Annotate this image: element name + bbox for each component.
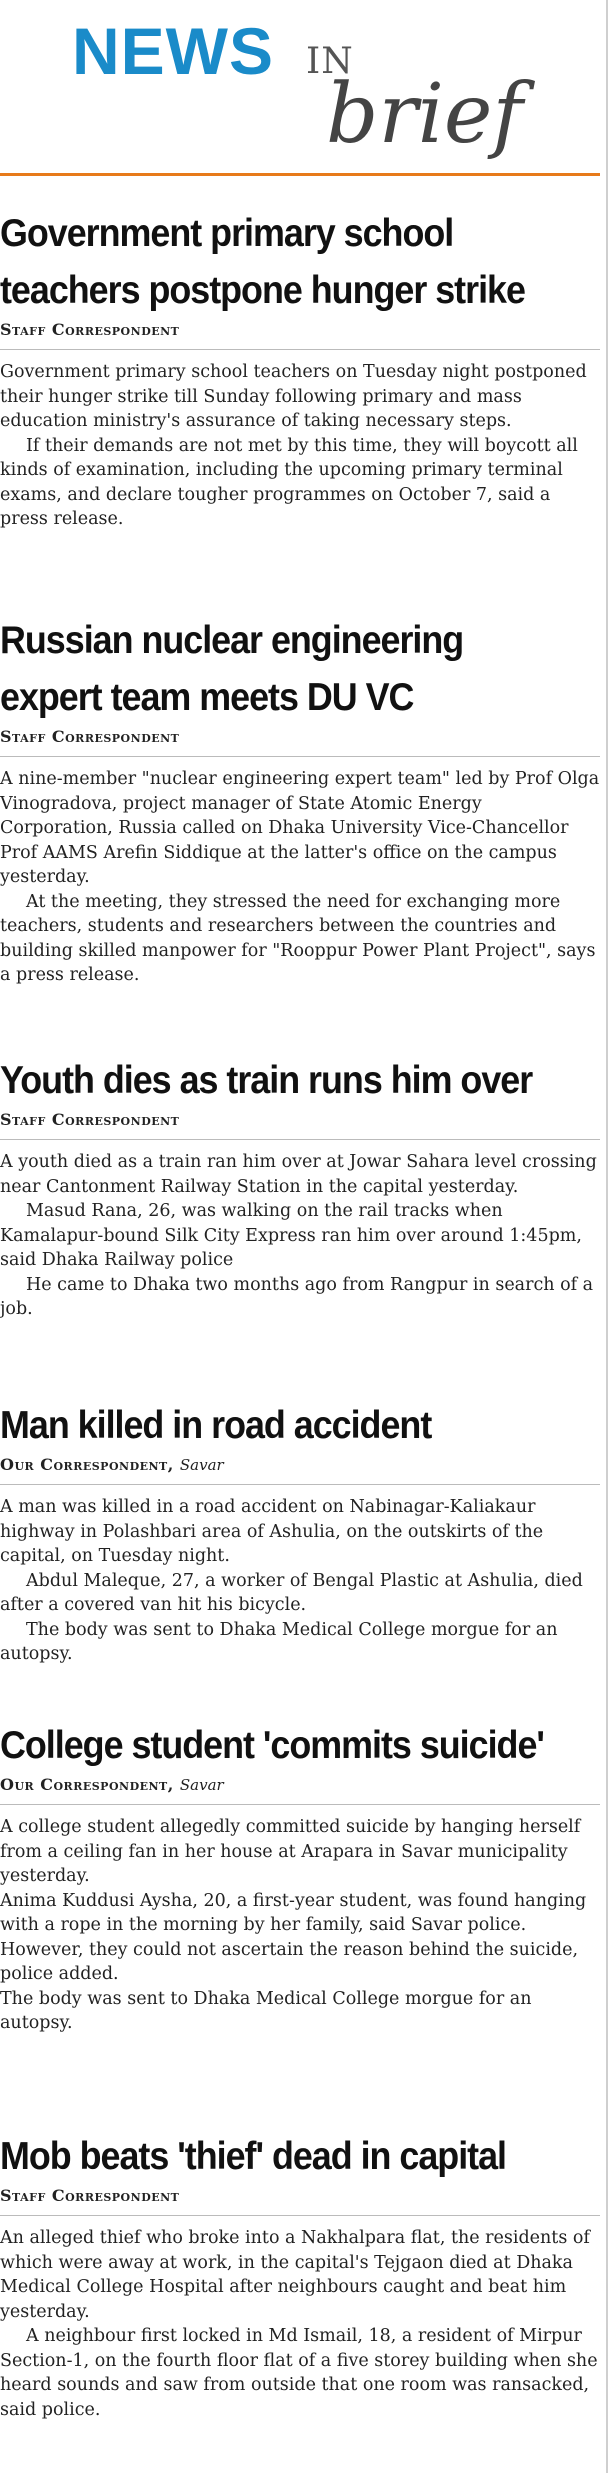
byline [0,1454,600,1476]
article-body [0,1495,600,1667]
headline-line: Mob beats 'thief' dead in capital [0,2135,506,2178]
byline-author: Our Correspondent, [0,1455,174,1474]
divider [0,1804,600,1805]
paragraph: A youth died as a train ran him over at Jowar Sahara level crossing near Cantonment Railway Station in the capital yesterday. [0,1152,597,1197]
paragraph: The body was sent to Dhaka Medical College morgue for an autopsy. [0,1619,558,1664]
byline-author: Staff Correspondent [0,727,180,746]
divider [0,1484,600,1485]
divider [0,756,600,757]
byline-location: Savar [179,1776,224,1794]
paragraph: A man was killed in a road accident on Nabinagar-Kaliakaur highway in Polashbari area of Ashulia, on the outskirts of the capital, on Tuesday night. [0,1497,544,1566]
headline-line: teachers postpone hunger strike [0,269,525,312]
paragraph: If their demands are not met by this time, they will boycott all kinds of examination, including the upcoming primary terminal exams, and declare tougher programmes on October 7, said a press release. [0,435,578,529]
article-mob-beats-thief [0,2128,600,2422]
article-body [0,1150,600,1322]
paragraph: A nine-member "nuclear engineering expert team" led by Prof Olga Vinogradova, project manager of State Atomic Energy Corporation, Russia called on Dhaka University Vice-Chancellor Prof AAMS Arefin Siddique at the latter's office on the campus yesterday. [0,769,600,887]
byline [0,319,600,341]
paragraph: Anima Kuddusi Aysha, 20, a first-year student, was found hanging with a rope in the morning by her family, said Savar police. [0,1890,587,1935]
masthead-in: IN [306,41,354,82]
masthead [0,0,600,180]
column-rule [606,0,608,2473]
paragraph: Government primary school teachers on Tuesday night postponed their hunger strike till Sunday following primary and mass education ministry's assurance of taking necessary steps. [0,362,587,431]
article-body [0,360,600,532]
byline-author: Staff Correspondent [0,1110,180,1129]
byline-author: Staff Correspondent [0,320,180,339]
headline-line: Man killed in road accident [0,1404,432,1447]
byline-location: Savar [179,1456,224,1474]
headline-line: Russian nuclear engineering [0,619,464,662]
paragraph: A college student allegedly committed suicide by hanging herself from a ceiling fan in her house at Arapara in Savar municipality yesterday. [0,1817,581,1886]
masthead-news: NEWS [72,14,274,88]
divider [0,2215,600,2216]
divider [0,1139,600,1140]
byline-author: Staff Correspondent [0,2186,180,2205]
headline-line: Youth dies as train runs him over [0,1059,533,1102]
headline-line: expert team meets DU VC [0,676,414,719]
byline-author: Our Correspondent, [0,1775,174,1794]
paragraph: Abdul Maleque, 27, a worker of Bengal Plastic at Ashulia, died after a covered van hit his bicycle. [0,1570,583,1615]
paragraph: The body was sent to Dhaka Medical College morgue for an autopsy. [0,1988,532,2033]
article-youth-train [0,1052,600,1322]
byline [0,1109,600,1131]
article-body [0,767,600,988]
headline-line: College student 'commits suicide' [0,1724,544,1767]
divider [0,349,600,350]
paragraph: Masud Rana, 26, was walking on the rail tracks when Kamalapur-bound Silk City Express ran him over around 1:45pm, said Dhaka Railway police [0,1201,582,1270]
article-road-accident [0,1397,600,1667]
paragraph: An alleged thief who broke into a Nakhalpara flat, the residents of which were away at work, in the capital's Tejgaon died at Dhaka Medical College Hospital after neighbours caught and beat him yesterday. [0,2228,590,2322]
paragraph: He came to Dhaka two months ago from Rangpur in search of a job. [0,1274,594,1319]
paragraph: A neighbour first locked in Md Ismail, 18, a resident of Mirpur Section-1, on the fourth floor flat of a five storey building when she heard sounds and saw from outside that one room was ransacked, said police. [0,2326,598,2420]
article-body [0,1815,600,2036]
byline [0,726,600,748]
article-body [0,2226,600,2422]
paragraph: However, they could not ascertain the reason behind the suicide, police added. [0,1939,579,1984]
article-teachers-hunger-strike [0,205,600,532]
byline [0,2185,600,2207]
article-college-student [0,1717,600,2036]
masthead-rule [0,173,600,176]
headline-line: Government primary school [0,212,454,255]
masthead-brief: brief [326,67,523,162]
byline [0,1774,600,1796]
article-russian-expert-team [0,612,600,988]
paragraph: At the meeting, they stressed the need for exchanging more teachers, students and researchers between the countries and building skilled manpower for "Rooppur Power Plant Project", says a press release. [0,891,596,985]
